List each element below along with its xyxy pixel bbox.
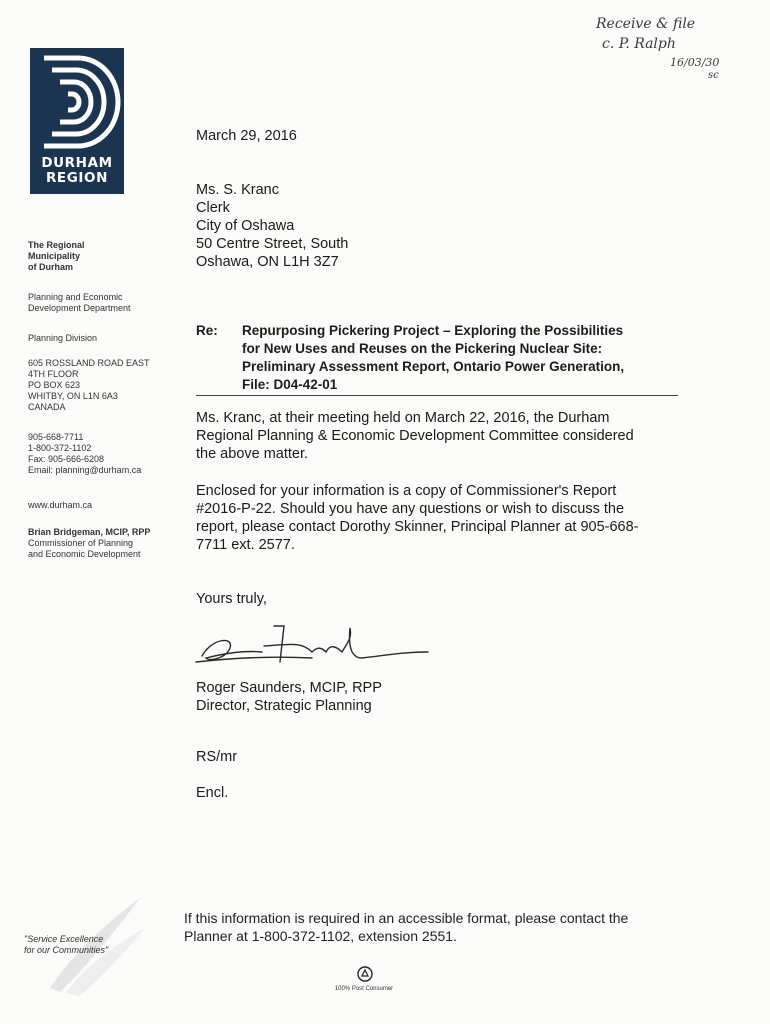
recipient-line: 50 Centre Street, South — [196, 236, 349, 252]
sidebar-contact — [28, 432, 141, 476]
recipient-line: Ms. S. Kranc — [196, 182, 279, 198]
sidebar-commissioner — [28, 527, 150, 560]
subject-line: File: D04-42-01 — [242, 377, 338, 392]
logo-d-emblem-icon — [30, 48, 124, 156]
handwritten-line-1: Receive & file — [596, 16, 696, 32]
commissioner-title-line: and Economic Development — [28, 549, 141, 559]
email-line: Email: planning@durham.ca — [28, 465, 142, 475]
handwritten-date: 16/03/30 — [670, 56, 720, 69]
recycle-icon — [357, 966, 373, 982]
tagline-line: "Service Excellence — [24, 934, 104, 944]
commissioner-name: Brian Bridgeman, MCIP, RPP — [28, 527, 151, 537]
handwritten-line-2: c. P. Ralph — [602, 36, 676, 52]
address-line: CANADA — [28, 402, 66, 412]
sidebar-address — [28, 358, 150, 413]
paragraph-line: #2016-P-22. Should you have any questions or wish to discuss the — [196, 501, 625, 517]
closing: Yours truly, — [196, 591, 267, 607]
logo-line-2: REGION — [45, 170, 109, 186]
enclosure-note: Encl. — [196, 785, 229, 801]
accessibility-line: Planner at 1-800-372-1102, extension 2551. — [184, 928, 457, 944]
signature — [192, 618, 442, 678]
signer-title: Director, Strategic Planning — [196, 698, 372, 714]
tagline — [24, 934, 108, 956]
typist-initials: RS/mr — [196, 749, 238, 765]
paragraph-enclosed — [196, 482, 666, 554]
accessibility-line: If this information is required in an accessible format, please contact the — [184, 910, 629, 926]
paragraph-line: 7711 ext. 2577. — [196, 537, 295, 553]
dept-line: Planning and Economic — [28, 292, 123, 302]
sidebar-website: www.durham.ca — [28, 500, 93, 510]
sidebar-division: Planning Division — [28, 333, 98, 343]
subject-text — [242, 322, 672, 394]
commissioner-title-line: Commissioner of Planning — [28, 538, 134, 548]
handwritten-initials: sc — [708, 70, 719, 81]
subject-line: for New Uses and Reuses on the Pickering Nuclear Site: — [242, 341, 603, 356]
recipient-line: City of Oshawa — [196, 218, 295, 234]
paragraph-line: report, please contact Dorothy Skinner, Principal Planner at 905-668- — [196, 519, 639, 535]
address-line: 4TH FLOOR — [28, 369, 79, 379]
sidebar-org-name — [28, 240, 85, 273]
address-line: PO BOX 623 — [28, 380, 81, 390]
address-line: WHITBY, ON L1N 6A3 — [28, 391, 118, 401]
subject-divider — [196, 395, 678, 396]
paragraph-meeting — [196, 409, 666, 463]
paragraph-line: Ms. Kranc, at their meeting held on March 22, 2016, the Durham — [196, 410, 610, 426]
address-line: 605 ROSSLAND ROAD EAST — [28, 358, 150, 368]
signer-block — [196, 679, 382, 715]
tollfree-line: 1-800-372-1102 — [28, 443, 92, 453]
letter-date: March 29, 2016 — [196, 128, 297, 144]
org-line: The Regional — [28, 240, 85, 250]
logo-line-1: DURHAM — [41, 155, 113, 171]
recipient-line: Clerk — [196, 200, 230, 216]
paragraph-line: Regional Planning & Economic Development Committee considered — [196, 428, 634, 444]
subject-label: Re: — [196, 323, 218, 338]
durham-region-logo — [30, 48, 124, 194]
paragraph-line: Enclosed for your information is a copy of Commissioner's Report — [196, 483, 617, 499]
org-line: of Durham — [28, 262, 73, 272]
recipient-address — [196, 181, 348, 271]
tagline-line: for our Communities" — [24, 945, 109, 955]
recipient-line: Oshawa, ON L1H 3Z7 — [196, 254, 339, 270]
sidebar-department — [28, 292, 131, 314]
fax-line: Fax: 905-666-6208 — [28, 454, 105, 464]
phone-line: 905-668-7711 — [28, 432, 84, 442]
signer-name: Roger Saunders, MCIP, RPP — [196, 680, 382, 696]
org-line: Municipality — [28, 251, 81, 261]
accessibility-notice — [184, 909, 684, 945]
subject-line: Repurposing Pickering Project – Exploring the Possibilities — [242, 323, 624, 338]
handwritten-note — [588, 4, 758, 84]
subject-line: Preliminary Assessment Report, Ontario Power Generation, — [242, 359, 625, 374]
paragraph-line: the above matter. — [196, 446, 309, 462]
dept-line: Development Department — [28, 303, 131, 313]
recycled-paper-note: 100% Post Consumer — [334, 986, 394, 992]
